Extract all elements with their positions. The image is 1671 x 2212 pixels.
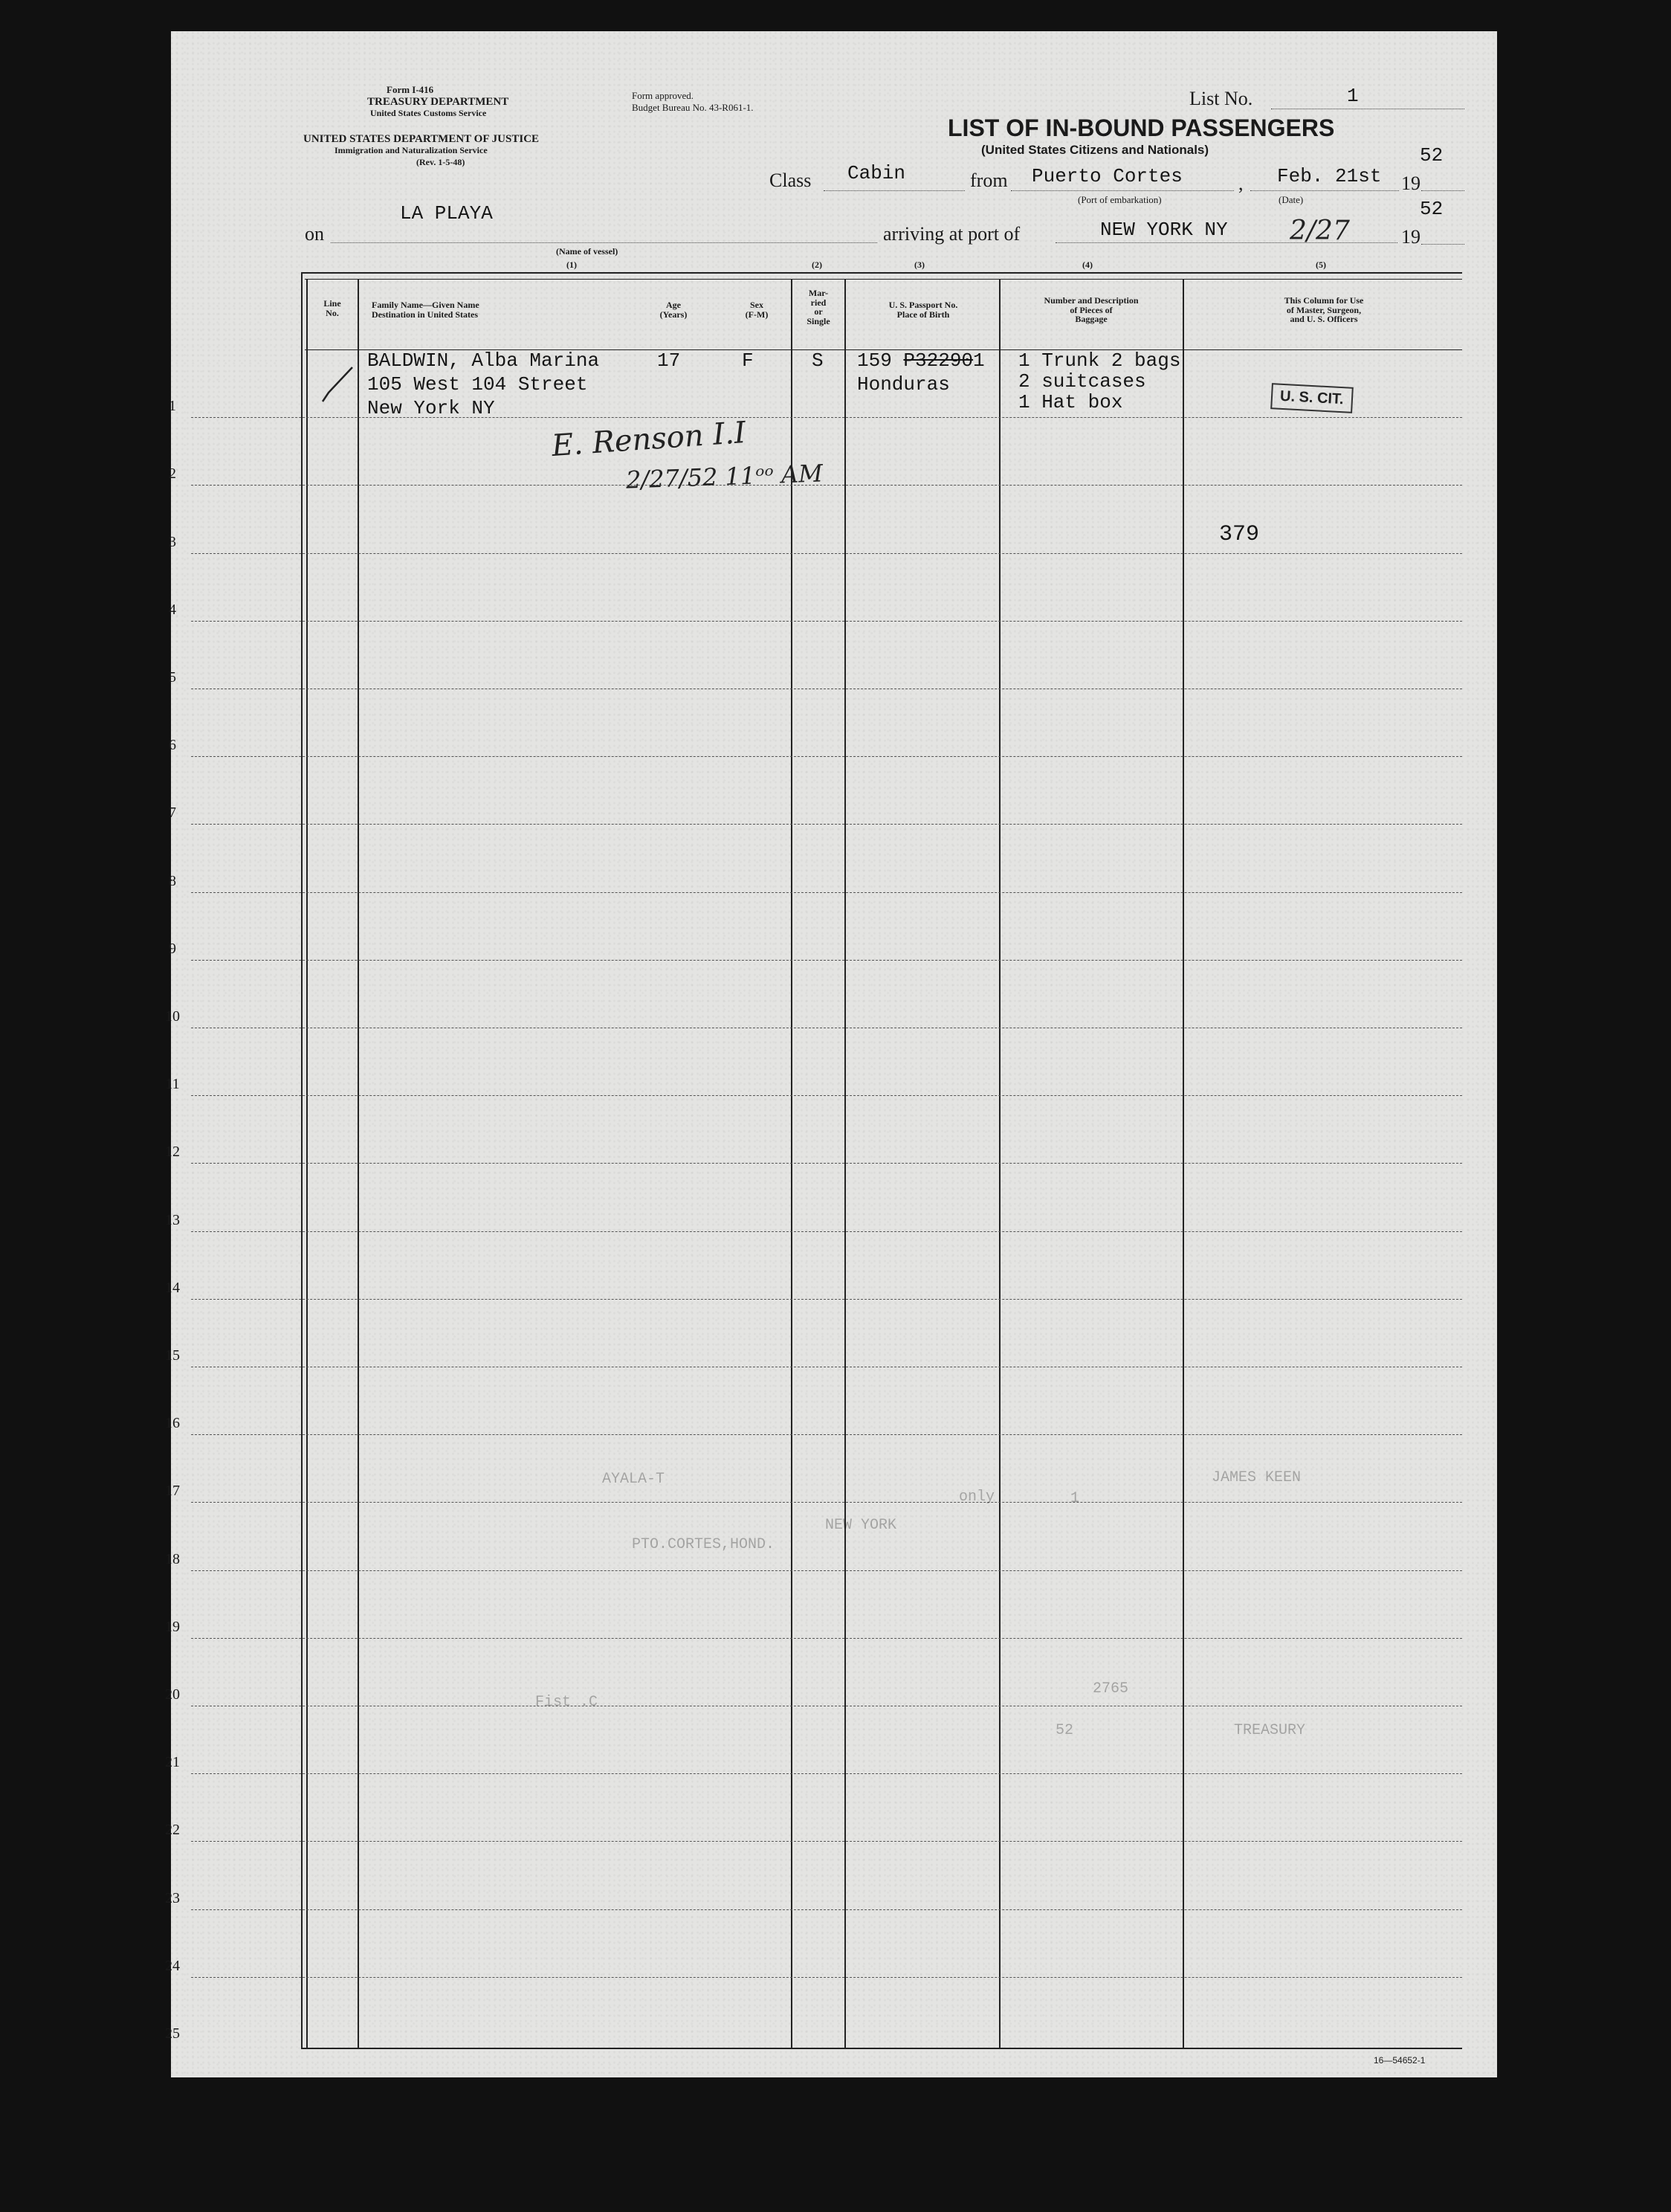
arriving-label: arriving at port of [883,223,1021,245]
row-number: 23 [165,1889,180,1906]
bleed-text: NEW YORK [825,1517,897,1534]
column-divider [301,272,303,2049]
comma: , [1238,172,1244,194]
bleed-text: 52 [1056,1722,1074,1739]
header-married: Mar- ried or Single [807,288,830,326]
row-number: 14 [165,1279,180,1296]
row-number: 18 [165,1550,180,1567]
arrival-port: NEW YORK NY [1100,219,1228,241]
row-separator [191,1163,1462,1164]
revision: (Rev. 1-5-48) [416,157,465,167]
row-number: 6 [169,737,176,754]
customs-service: United States Customs Service [370,108,487,118]
page-title: LIST OF IN-BOUND PASSENGERS [948,115,1335,141]
arrival-year: 52 [1420,198,1444,220]
year-prefix: 19 [1401,172,1420,194]
passenger-name: BALDWIN, Alba Marina [367,349,600,372]
row-number: 13 [165,1211,180,1228]
bleed-text: 2765 [1093,1680,1129,1697]
passenger-sex: F [742,349,754,372]
row-number: 2 [169,465,176,483]
port-of-embarkation: Puerto Cortes [1032,165,1183,187]
arrival-year-underline [1421,244,1464,245]
list-no-label: List No. [1189,88,1253,109]
row-number: 21 [165,1754,180,1771]
row-number: 4 [169,601,176,618]
annotation-379: 379 [1219,522,1260,547]
date-caption: (Date) [1279,194,1304,205]
row-number: 8 [169,872,176,889]
passenger-marital: S [812,349,824,372]
baggage-line3: 1 Hat box [1018,391,1123,413]
row-number: 19 [165,1618,180,1635]
check-mark [320,363,357,407]
form-approved: Form approved. [632,90,694,101]
birthplace: Honduras [857,373,950,396]
row-number: 15 [165,1347,180,1364]
arrival-date: 2/27 [1290,216,1350,246]
row-number: 11 [165,1076,180,1093]
bleed-text: TREASURY [1234,1722,1306,1739]
header-baggage: Number and Description of Pieces of Baggage [1044,295,1139,325]
baggage-line1: 1 Trunk 2 bags [1018,349,1181,372]
port-caption: (Port of embarkation) [1078,194,1162,205]
row-separator [191,621,1462,622]
passport-suffix: 1 [973,349,985,372]
row-number: 1 [169,398,176,415]
class-value: Cabin [847,162,906,184]
column-number: (1) [566,259,577,270]
row-number: 24 [165,1957,180,1974]
arrival-year-prefix: 19 [1401,226,1420,248]
row-separator [191,1434,1462,1435]
form-number: Form I-416 [387,84,434,95]
header-sex: Sex (F-M) [745,300,769,320]
embark-date: Feb. 21st [1277,165,1382,187]
ins-service: Immigration and Naturalization Service [334,145,488,155]
header-name: Family Name—Given Name Destination in United States [372,300,479,320]
row-separator [191,1977,1462,1978]
table-bottom-border [301,2048,1462,2049]
page-subtitle: (United States Citizens and Nationals) [981,143,1209,157]
row-separator [191,1841,1462,1842]
column-number: (4) [1082,259,1093,270]
on-label: on [305,223,324,245]
vessel-underline [331,242,877,243]
row-separator [191,824,1462,825]
bleed-text: only [959,1489,995,1506]
row-number: 10 [165,1008,180,1025]
row-separator [191,1773,1462,1774]
row-separator [191,1231,1462,1232]
table-top-border [301,272,1462,274]
document-sheet [171,31,1497,2077]
row-number: 17 [165,1483,180,1500]
row-separator [191,892,1462,893]
table-top-border-inner [305,279,1462,280]
row-number: 5 [169,669,176,686]
row-number: 9 [169,940,176,957]
passenger-address2: New York NY [367,397,495,419]
justice-dept: UNITED STATES DEPARTMENT OF JUSTICE [303,133,540,145]
row-separator [191,1909,1462,1910]
year-underline [1421,190,1464,191]
vessel-caption: (Name of vessel) [556,246,618,257]
from-underline [1011,190,1234,191]
from-label: from [970,170,1008,191]
inspection-datetime: 2/27/52 11ᵒᵒ AM [625,459,824,494]
header-age: Age (Years) [659,300,688,320]
row-separator [191,1570,1462,1571]
row-number: 25 [165,2025,180,2042]
passenger-address1: 105 West 104 Street [367,373,588,396]
us-citizen-stamp: U. S. CIT. [1270,383,1353,413]
row-number: 20 [165,1686,180,1703]
row-number: 7 [169,804,176,822]
row-number: 16 [165,1415,180,1432]
row-separator [191,553,1462,554]
vessel-name: LA PLAYA [400,202,493,225]
baggage-line2: 2 suitcases [1018,370,1146,393]
row-separator [191,960,1462,961]
bleed-text: 1 [1070,1490,1080,1507]
column-number: (2) [812,259,822,270]
passport-prefix: 159 [857,349,892,372]
row-separator [191,1638,1462,1639]
bleed-text: Fist .C [535,1694,598,1711]
list-no-value: 1 [1347,85,1359,107]
budget-bureau: Budget Bureau No. 43-R061-1. [632,102,754,113]
row-number: 3 [169,533,176,550]
header-officers: This Column for Use of Master, Surgeon, and U. S. Officers [1284,295,1364,325]
passport-number [857,349,985,372]
inspector-signature: E. Renson I.I [550,415,747,464]
row-separator [191,485,1462,486]
date-underline [1250,190,1399,191]
bleed-text: JAMES KEEN [1212,1469,1302,1486]
header-passport: U. S. Passport No. Place of Birth [888,300,958,320]
treasury-dept: TREASURY DEPARTMENT [367,96,509,108]
row-number: 12 [165,1144,180,1161]
row-separator [191,1095,1462,1096]
passenger-age: 17 [657,349,681,372]
passport-struck: P32290 [903,349,974,372]
row-separator [191,1502,1462,1503]
column-number: (5) [1316,259,1326,270]
column-number: (3) [914,259,925,270]
bleed-text: PTO.CORTES,HOND. [632,1536,775,1553]
row-number: 22 [165,1822,180,1839]
class-underline [824,190,965,191]
bleed-text: AYALA-T [602,1471,665,1488]
row-separator [191,1299,1462,1300]
row-separator [191,756,1462,757]
header-line-no: Line No. [323,298,341,318]
form-code: 16—54652-1 [1374,2055,1426,2066]
year-value: 52 [1420,144,1444,167]
class-label: Class [769,170,812,191]
